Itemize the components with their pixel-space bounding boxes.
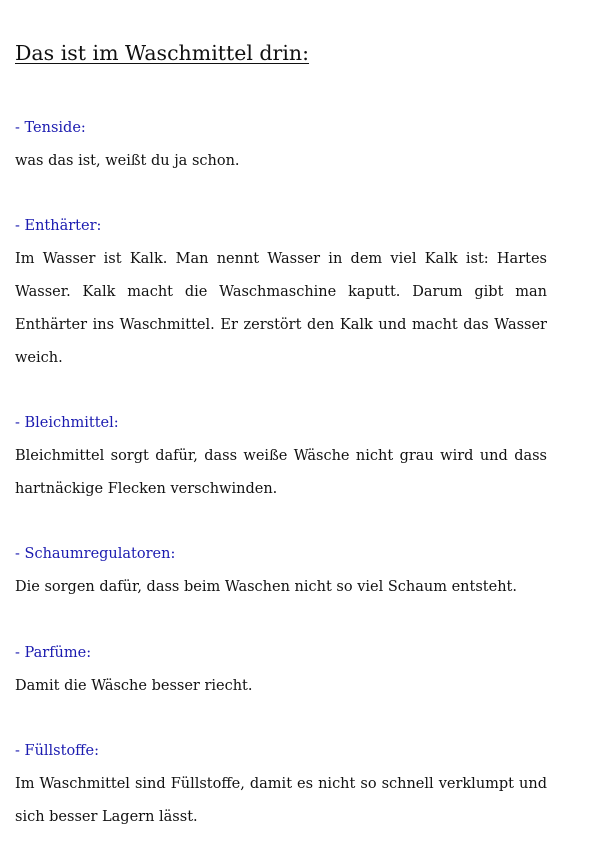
section-parfueme: [15, 637, 547, 703]
section-heading: - Füllstoffe:: [15, 743, 99, 759]
section-text: Damit die Wäsche besser riecht.: [15, 678, 253, 694]
section-text: Die sorgen dafür, dass beim Waschen nicht so viel Schaum entsteht.: [15, 579, 517, 595]
section-fuellstoffe: [15, 735, 547, 834]
section-tenside: [15, 112, 547, 178]
section-schaumregulatoren: [15, 538, 547, 604]
section-heading: - Tenside:: [15, 120, 86, 136]
section-enthaerter: [15, 210, 547, 375]
section-text: Bleichmittel sorgt dafür, dass weiße Wäsche nicht grau wird und dass hartnäckige Flecken verschwinden.: [15, 448, 547, 497]
section-text: Im Waschmittel sind Füllstoffe, damit es nicht so schnell verklumpt und sich besser Lagern lässt.: [15, 776, 547, 825]
page-title: Das ist im Waschmittel drin:: [15, 41, 310, 65]
document-page: [15, 38, 547, 68]
section-heading: - Bleichmittel:: [15, 415, 119, 431]
section-text: Im Wasser ist Kalk. Man nennt Wasser in dem viel Kalk ist: Hartes Wasser. Kalk macht die Waschmaschine kaputt. Darum gibt man Enthärter ins Waschmittel. Er zerstört den Kalk und macht das Wasser weich.: [15, 251, 547, 366]
section-heading: - Schaumregulatoren:: [15, 546, 176, 562]
section-heading: - Parfüme:: [15, 645, 92, 661]
section-text: was das ist, weißt du ja schon.: [15, 153, 240, 169]
section-bleichmittel: [15, 407, 547, 506]
section-heading: - Enthärter:: [15, 218, 102, 234]
